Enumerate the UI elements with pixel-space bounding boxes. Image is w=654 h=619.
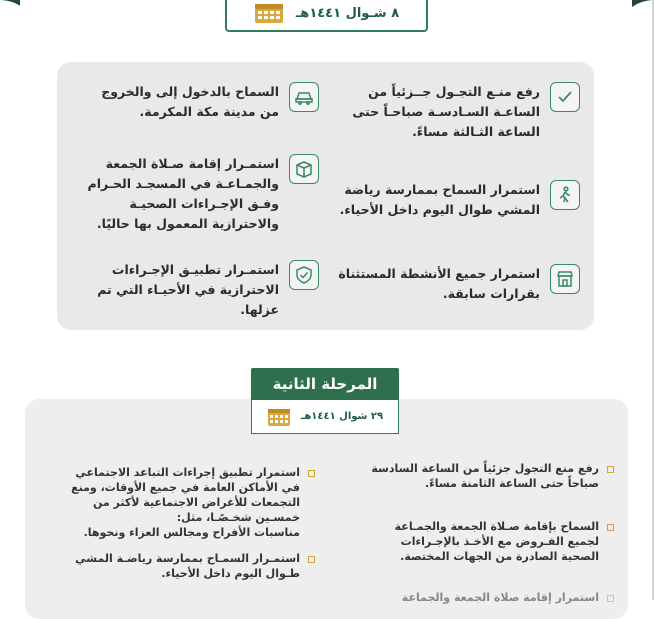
- phase-two-date-text: ٢٩ شوال ١٤٤١هـ: [300, 411, 384, 422]
- line: المشي طوال اليوم داخل الأحياء.: [339, 202, 540, 217]
- phase-two-date: [251, 400, 399, 434]
- phase-one-date-text: ٨ شـوال ١٤٤١هـ: [295, 5, 400, 21]
- line: الساعـة السـادسـة صباحـاً حتى: [352, 104, 540, 119]
- line: بقرارات سابقة.: [442, 286, 540, 301]
- phase-one-item-haram-prayer: [88, 154, 319, 234]
- line: وفـق الإجـراءات الصحيـة: [129, 196, 279, 211]
- line: والاحترازية المعمول بها حاليًا.: [96, 216, 279, 231]
- phase-one-date: [225, 0, 428, 32]
- calendar-icon: [267, 407, 291, 427]
- line: استمـرار إقامة صـلاة الجمعة: [105, 156, 279, 171]
- line: من مدينة مكة المكرمة.: [139, 104, 279, 119]
- bullet-icon: [607, 524, 614, 531]
- line: السماح بإقامة صـلاة الجمعة والجمـاعة: [394, 520, 599, 533]
- line: استمرار السماح بممارسة رياضة: [344, 182, 540, 197]
- phase-one-item-makkah-access: [101, 82, 319, 122]
- bullet-icon: [308, 556, 315, 563]
- line: والجمـاعـة في المسجـد الحـرام: [87, 176, 279, 191]
- line: عزلها.: [240, 302, 279, 317]
- item-text: [71, 465, 300, 540]
- phase-two-item-curfew: [371, 461, 614, 491]
- line: استمرار تطبيق إجراءات التباعد الاجتماعي: [75, 466, 300, 479]
- item-text: [352, 82, 540, 142]
- line: خمسـين شخـصًـا، مثل:: [176, 511, 300, 524]
- item-text: [402, 590, 599, 605]
- calendar-icon: [254, 2, 284, 24]
- line: لجميع الفـروض مع الأخـذ بالإجـراءات: [400, 535, 599, 548]
- item-text: [395, 519, 599, 564]
- frame-curve-right: [614, 0, 654, 150]
- line: الاحترازية في الأحيـاء التي تم: [97, 282, 279, 297]
- line: صباحاً حتى الساعة الثامنة مساءً.: [424, 477, 599, 490]
- item-text: [371, 461, 599, 491]
- phase-two-item-distancing: [71, 465, 315, 540]
- line: رفع منـع التجـول جــزئياً من: [368, 84, 540, 99]
- phase-two-item-walking: [75, 551, 315, 581]
- checkmark-icon: [550, 82, 580, 112]
- item-text: [101, 82, 279, 122]
- bullet-icon: [607, 595, 614, 602]
- line: في الأماكن العامة في جميع الأوقات، ومنع: [71, 481, 300, 494]
- item-text: [97, 260, 279, 320]
- line: استمرار إقامة صلاة الجمعة والجماعة: [401, 591, 599, 604]
- phase-two-item-continue-prayer: [402, 590, 614, 605]
- frame-curve-left: [0, 0, 40, 150]
- car-icon: [289, 82, 319, 112]
- walking-person-icon: [550, 180, 580, 210]
- phase-one-item-activities: [338, 264, 580, 304]
- phase-one-panel: [57, 62, 594, 330]
- phase-one-item-walking: [340, 180, 580, 220]
- line: استمـرار السمـاح بممارسة رياضـة المشي: [75, 552, 300, 565]
- line: مناسبات الأفراح ومجالس العزاء ونحوها.: [83, 526, 300, 539]
- kaaba-icon: [289, 154, 319, 184]
- phase-two-title: المرحلة الثانية: [251, 368, 399, 400]
- line: استمرار جميع الأنشطة المستثناة: [338, 266, 540, 281]
- line: طـوال اليوم داخل الأحياء.: [161, 567, 300, 580]
- bullet-icon: [607, 466, 614, 473]
- line: استمـرار تطبيـق الإجـراءات: [111, 262, 279, 277]
- phase-one-item-isolated-districts: [97, 260, 319, 320]
- line: رفع منع التجول جزئياً من الساعة السادسة: [371, 462, 599, 475]
- line: السماح بالدخول إلى والخروج: [101, 84, 279, 99]
- item-text: [340, 180, 540, 220]
- item-text: [88, 154, 279, 234]
- item-text: [338, 264, 540, 304]
- store-icon: [550, 264, 580, 294]
- item-text: [75, 551, 300, 581]
- line: الصحية الصادرة من الجهات المختصة.: [400, 550, 599, 563]
- bullet-icon: [308, 470, 315, 477]
- shield-check-icon: [289, 260, 319, 290]
- line: الساعة الثـالثة مساءً.: [412, 124, 540, 139]
- phase-two-item-friday-prayer: [395, 519, 614, 564]
- line: التجمعات للأغراض الاجتماعية لأكثر من: [92, 496, 300, 509]
- phase-one-item-curfew: [352, 82, 580, 142]
